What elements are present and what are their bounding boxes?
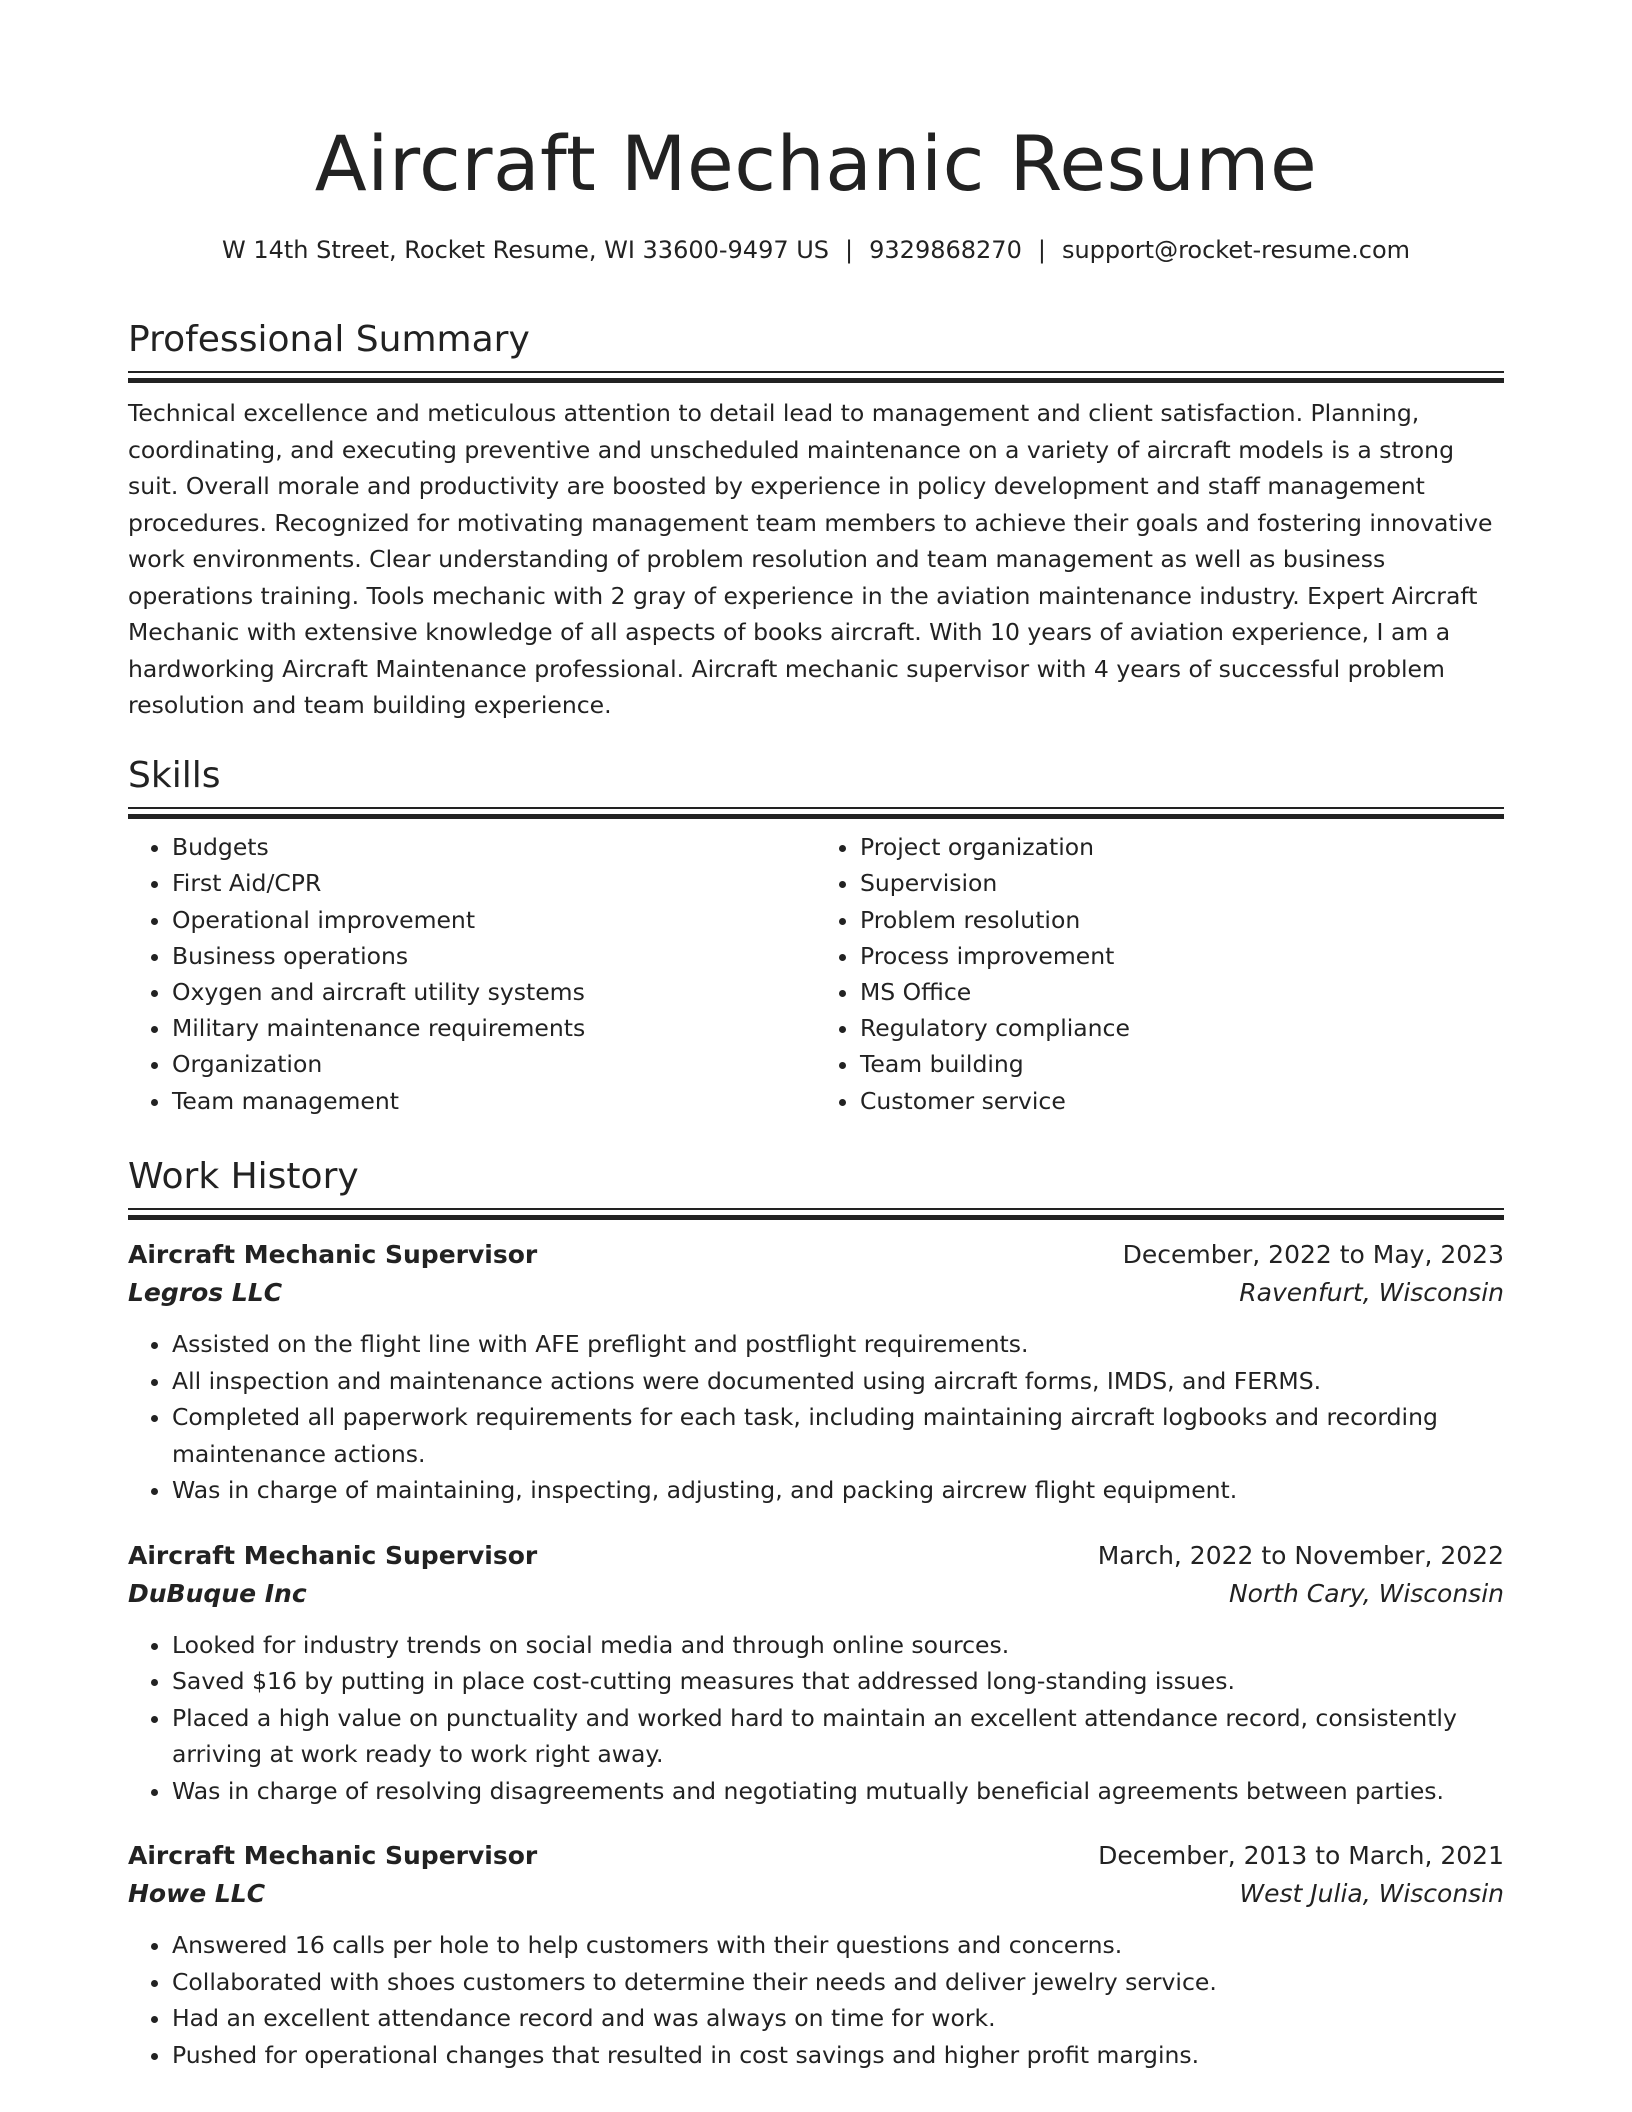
job-dates: December, 2022 to May, 2023 (1122, 1240, 1504, 1270)
job-bullets (128, 1326, 1504, 1509)
job-entry (128, 1236, 1504, 1509)
job-dates: December, 2013 to March, 2021 (1098, 1841, 1504, 1871)
job-bullet: • Assisted on the flight line with AFE preflight and postflight requirements. (172, 1326, 1504, 1363)
job-bullet: • All inspection and maintenance actions were documented using aircraft forms, IMDS, and FERMS. (172, 1363, 1504, 1400)
address: W 14th Street, Rocket Resume, WI 33600-9497 US (221, 236, 830, 264)
skills-list (128, 829, 1504, 1119)
job-title: Aircraft Mechanic Supervisor (128, 1240, 538, 1270)
skill-item: • MS Office (860, 974, 1504, 1010)
job-location: West Julia, Wisconsin (1239, 1879, 1504, 1909)
work-history-section (128, 1155, 1504, 2073)
job-company: Howe LLC (128, 1879, 266, 1909)
section-divider (128, 371, 1504, 385)
job-bullet: • Pushed for operational changes that resulted in cost savings and higher profit margins. (172, 2037, 1504, 2074)
job-bullet: • Was in charge of resolving disagreements and negotiating mutually beneficial agreements between parties. (172, 1773, 1504, 1810)
job-title: Aircraft Mechanic Supervisor (128, 1540, 538, 1570)
skill-item: • Operational improvement (172, 902, 816, 938)
section-divider (128, 1208, 1504, 1222)
job-bullet: • Placed a high value on punctuality and worked hard to maintain an excellent attendance record, consistently arriving at work ready to work right away. (172, 1700, 1504, 1773)
skill-item: • Oxygen and aircraft utility systems (172, 974, 816, 1010)
summary-section (128, 318, 1504, 724)
job-bullet: • Was in charge of maintaining, inspecting, adjusting, and packing aircrew flight equipment. (172, 1472, 1504, 1509)
job-entry (128, 1537, 1504, 1810)
job-bullets (128, 1927, 1504, 2073)
summary-heading: Professional Summary (128, 319, 530, 360)
skill-item: • Budgets (172, 829, 816, 865)
skill-item: • Team management (172, 1083, 816, 1119)
skill-item: • First Aid/CPR (172, 865, 816, 901)
skills-section (128, 754, 1504, 1119)
job-bullet: • Had an excellent attendance record and was always on time for work. (172, 2000, 1504, 2037)
skills-column-left (128, 829, 816, 1119)
job-bullet: • Answered 16 calls per hole to help customers with their questions and concerns. (172, 1927, 1504, 1964)
skill-item: • Business operations (172, 938, 816, 974)
summary-text: Technical excellence and meticulous attention to detail lead to management and client satisfaction. Planning, coordinating, and executing preventive and unscheduled maintenance on a variety of aircraft models is a strong suit. Overall morale and productivity are boosted by experience in policy development and staff management procedures. Recognized for motivating management team members to achieve their goals and fostering innovative work environments. Clear understanding of problem resolution and team management as well as business operations training. Tools mechanic with 2 gray of experience in the aviation maintenance industry. Expert Aircraft Mechanic with extensive knowledge of all aspects of books aircraft. With 10 years of aviation experience, I am a hardworking Aircraft Maintenance professional. Aircraft mechanic supervisor with 4 years of successful problem resolution and team building experience. (128, 399, 1493, 720)
job-bullet: • Completed all paperwork requirements for each task, including maintaining aircraft logbooks and recording maintenance actions. (172, 1399, 1504, 1472)
skill-item: • Problem resolution (860, 902, 1504, 938)
email: support@rocket-resume.com (1061, 236, 1411, 264)
job-company-row (128, 1575, 1504, 1613)
resume-header (128, 112, 1504, 264)
job-location: North Cary, Wisconsin (1228, 1578, 1504, 1608)
job-company-row (128, 1274, 1504, 1312)
job-bullet: • Looked for industry trends on social media and through online sources. (172, 1627, 1504, 1664)
job-location: Ravenfurt, Wisconsin (1239, 1278, 1504, 1308)
job-bullet: • Collaborated with shoes customers to determine their needs and deliver jewelry service. (172, 1964, 1504, 2001)
job-title: Aircraft Mechanic Supervisor (128, 1841, 538, 1871)
job-header-row (128, 1837, 1504, 1875)
phone: 9329868270 (869, 236, 1022, 264)
skill-item: • Military maintenance requirements (172, 1010, 816, 1046)
skills-column-right (816, 829, 1504, 1119)
skills-heading: Skills (128, 755, 221, 796)
skill-item: • Process improvement (860, 938, 1504, 974)
page-title: Aircraft Mechanic Resume (314, 119, 1318, 208)
skill-item: • Supervision (860, 865, 1504, 901)
section-divider (128, 807, 1504, 821)
job-bullets (128, 1627, 1504, 1810)
job-company: Legros LLC (128, 1278, 283, 1308)
job-company-row (128, 1875, 1504, 1913)
job-dates: March, 2022 to November, 2022 (1097, 1540, 1504, 1570)
job-company: DuBuque Inc (128, 1578, 307, 1608)
contact-separator: | (845, 236, 854, 264)
job-header-row (128, 1236, 1504, 1274)
job-bullet: • Saved $16 by putting in place cost-cutting measures that addressed long-standing issues. (172, 1663, 1504, 1700)
skill-item: • Organization (172, 1046, 816, 1082)
skill-item: • Team building (860, 1046, 1504, 1082)
skill-item: • Customer service (860, 1083, 1504, 1119)
job-header-row (128, 1537, 1504, 1575)
skill-item: • Project organization (860, 829, 1504, 865)
contact-separator: | (1037, 236, 1046, 264)
work-history-heading: Work History (128, 1156, 359, 1197)
contact-line (128, 236, 1504, 264)
job-entry (128, 1837, 1504, 2073)
skill-item: • Regulatory compliance (860, 1010, 1504, 1046)
